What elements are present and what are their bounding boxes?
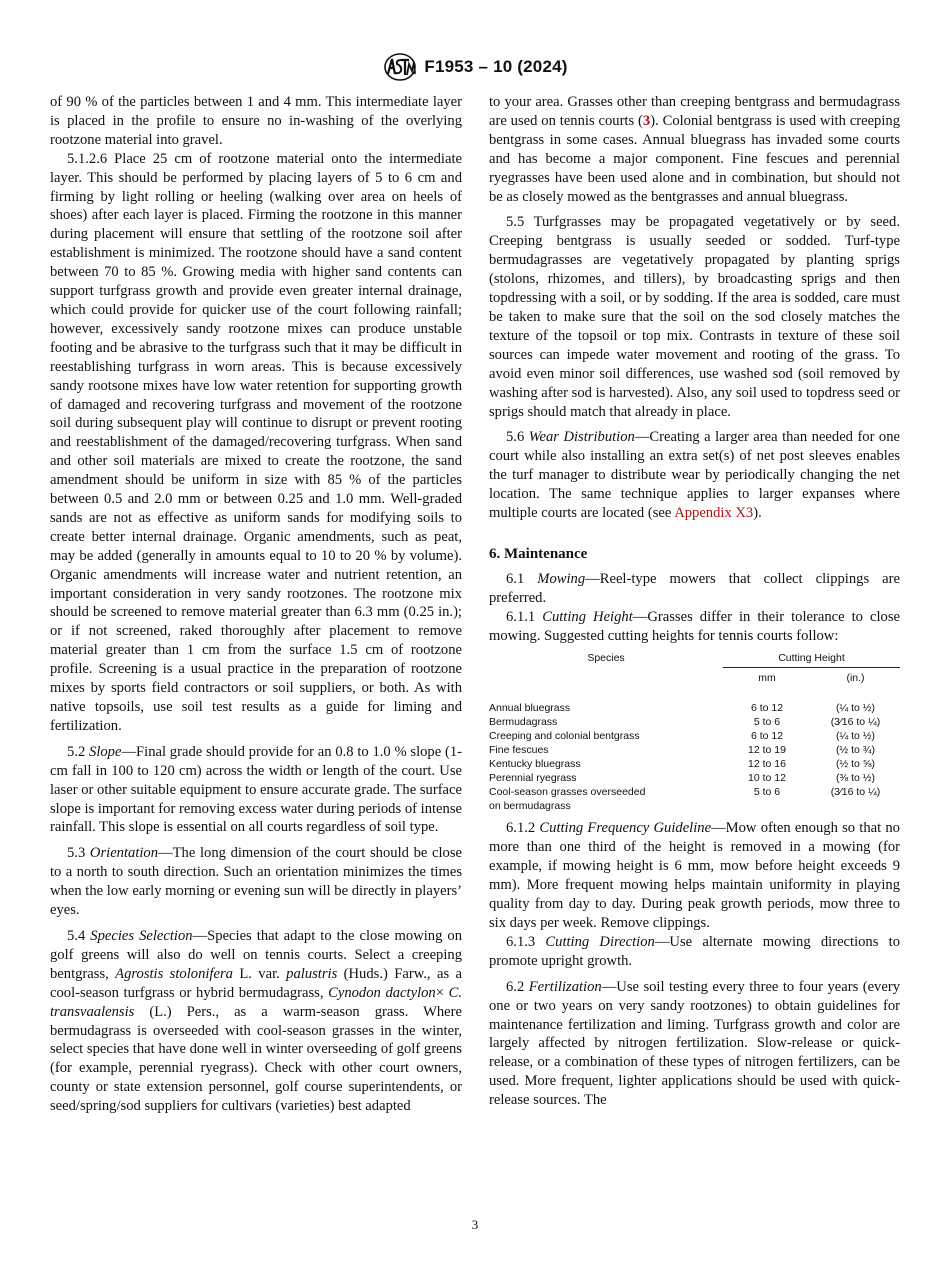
in-cell: (3⁄16 to ¼) (830, 786, 881, 799)
section-number: 6.1.2 (506, 820, 536, 837)
species-cell: Bermudagrass (489, 716, 558, 729)
cutting-height-table (489, 651, 900, 813)
mm-cell: 12 to 16 (748, 758, 786, 771)
table-row (489, 715, 900, 729)
paragraph-species-continued (489, 93, 900, 206)
section-title: Orientation (89, 845, 159, 862)
mm-cell: 5 to 6 (753, 786, 781, 799)
table-header-row (489, 651, 900, 668)
section-title: Species Selection (90, 927, 193, 944)
column-header-cutting-height: Cutting Height (723, 651, 900, 668)
right-column (489, 93, 900, 1110)
species-name: Agrostis stolonifera (115, 965, 233, 982)
species-name: palustris (286, 965, 338, 982)
species-cell: Cool-season grasses overseeded (489, 786, 646, 799)
appendix-x3-link[interactable]: Appendix X3 (674, 505, 754, 522)
mm-cell: 6 to 12 (750, 730, 784, 743)
table-row (489, 729, 900, 743)
section-title: Wear Distribution (528, 429, 635, 446)
species-cell: Creeping and colonial bentgrass (489, 730, 640, 743)
section-5-5-propagation: 5.5 Turfgrasses may be propagated vegetatively or by seed. Creeping bentgrass is usually seeded or sodded. Turf-type bermudagrasses are vegetatively propagated by planting sprigs (stolons, rhizomes, and tillers), by broadcasting sprigs and then topdressing with a soil, or by sodding. If the area is sodded, care must be taken to make sure that the soil on the sod closely matches the texture of the topsoil or top mix. Contrasts in texture of these soil sources can impede water movement and rooting of the grass. To avoid even minor soil differences, use washed sod (soil removed by washing after sod is harvested). Also, any soil used to topdress seed or sprigs should match that already in place. (489, 214, 900, 420)
section-6-2-fertilization (489, 978, 900, 1110)
section-text: —Reel-type mowers that collect clippings are preferred. (489, 570, 900, 606)
species-cell: on bermudagrass (489, 800, 571, 813)
section-6-1-3-cutting-direction (489, 933, 900, 971)
mm-cell (723, 799, 811, 813)
section-number: 5.2 (67, 743, 86, 760)
section-text: —Mow often enough so that no more than one third of the height is removed in a mowing (for example, if mowing height is 6 mm, mow before height exceeds 9 mm). More frequent mowing helps maintain uniformity in playing quality from day to day. During peak growth periods, mow three to six days per week. Remove clippings. (489, 820, 900, 931)
left-column (50, 93, 462, 1116)
section-title: Cutting Direction (545, 933, 655, 950)
section-text: (L.) Pers., as a warm-season grass. Where bermudagrass is overseeded with cool-season grasses in the winter, select species that have done well in winter overseeding of golf greens (for example, perennial ryegrass). Check with other court owners, county or state extension personnel, golf course superintendents, or seed/spring/sod suppliers for cultivars (varieties) best adapted (50, 1003, 462, 1115)
section-6-1-1-cutting-height (489, 608, 900, 646)
section-text: —Grasses differ in their tolerance to close mowing. Suggested cutting heights for tennis courts follow: (489, 608, 900, 644)
section-5-6-wear-distribution (489, 428, 900, 523)
species-cell: Fine fescues (489, 744, 549, 757)
table-row (489, 771, 900, 785)
paragraph-intermediate-layer: of 90 % of the particles between 1 and 4 mm. This intermediate layer is placed in the profile to ensure no in-washing of the overlying rootzone material into gravel. (50, 94, 462, 148)
section-number: 6.1 (506, 570, 525, 587)
section-text: × (435, 984, 449, 1001)
section-title: Fertilization (528, 978, 602, 995)
section-6-1-mowing (489, 570, 900, 608)
section-text: —Species that adapt to the close mowing on golf greens will also do well on tennis courts. Select a creeping bentgrass, (50, 927, 462, 982)
section-text: —The long dimension of the court should be close to a north to south direction. Such an orientation minimizes the times when the low early morning or evening sun will be directly in players’ eyes. (50, 845, 463, 919)
in-cell: (½ to ⅝) (835, 758, 876, 771)
reference-link-3[interactable]: 3 (642, 112, 651, 129)
paragraph-5-1-2-6: 5.1.2.6 Place 25 cm of rootzone material onto the intermediate layer. This should be performed by placing layers of 5 to 6 cm and firming by light rolling or heeling (walking over area on heels of shoes) after each layer is placed. Firming the rootzone in this manner during placement will ensure that settling of the rootzone soil after establishment is minimized. The rootzone should have a sand content between 70 to 85 %. Growing media with higher sand contents can support turfgrass growth and provide even greater internal drainage, which could provide for quicker use of the court following rainfall; however, excessively sandy rootzone mixes can produce unstable footing and be abrasive to the turfgrass such that it may be difficult in reestablishing turfgrass in worn areas. This is because excessively sandy rootsone mixes have low water retention for supporting growth of damaged and recovering turfgrass and movement of the rootzone soil during subsequent play will continue to disrupt or prevent rooting and reestablishment of the damaged/recovering turfgrass. When sand and other soil materials are mixed to create the rootzone, the sand amendment should be uniform in size with 85 % of the particles between 0.5 and 2.0 mm or between 0.25 and 1.0 mm. Well-graded sands are not as effective as uniform sands for modifying soils to create better internal drainage. Organic amendments, such as peat, may be added (generally in amounts equal to 10 to 20 % by volume). Organic amendments will increase water and nutrient retention, an important consideration in very sandy rootzones. The rootzone mix should be screened to remove material greater than 6.3 mm (0.25 in.); or if not screened, raked thoroughly after placement to remove material greater than 1 cm from the surface 1.5 cm of rootzone profile. Screening is a usual practice in the preparation of rootzone mixes by sports field contractors or soil suppliers, or both. As with native topsoils, use soil test results as a guide for liming and fertilization. (50, 150, 462, 734)
section-text: —Final grade should provide for an 0.8 to 1.0 % slope (1-cm fall in 100 to 120 cm) across the width or length of the court. Use laser or other suitable equipment to ensure accurate grade. The surface slope is important for removing excess water during periods of intense rainfall. This slope is essential on all courts regardless of soil type. (50, 743, 462, 836)
mm-cell: 10 to 12 (748, 772, 786, 785)
mm-cell: 5 to 6 (753, 716, 781, 729)
table-row (489, 785, 900, 799)
in-cell: (¼ to ½) (835, 730, 876, 743)
section-number: 5.3 (67, 845, 86, 862)
section-title: Slope (89, 743, 122, 760)
species-name: C. transvaalensis (50, 984, 462, 1020)
mm-cell: 6 to 12 (750, 702, 784, 715)
page-number: 3 (471, 1217, 479, 1232)
table-row (489, 799, 900, 813)
section-number: 5.6 (506, 429, 525, 446)
in-cell: (3⁄16 to ¼) (830, 716, 881, 729)
species-cell: Annual bluegrass (489, 702, 571, 715)
species-name: Cynodon dactylon (328, 984, 436, 1001)
in-cell: (⅜ to ½) (835, 772, 876, 785)
section-number: 6.1.1 (506, 608, 536, 625)
column-header-species: Species (587, 652, 625, 665)
astm-logo-icon (382, 52, 418, 82)
page-header (0, 52, 950, 86)
section-6-heading: 6. Maintenance (489, 545, 588, 562)
in-cell: (¼ to ½) (835, 702, 876, 715)
section-text: —Use soil testing every three to four years (every one or two years on very sandy rootzones) to obtain guidelines for maintenance fertilization and liming. Turfgrass growth and color are largely affected by nitrogen fertilization. Slow-release or quick-release, or a combination of these types of nitrogen fertilizers, can be used. More frequent, lighter applications should be used with quick-release sources. The (489, 978, 900, 1109)
column-header-mm: mm (758, 672, 776, 685)
section-number: 6.1.3 (506, 933, 536, 950)
section-text: —Use alternate mowing directions to promote upright growth. (489, 933, 900, 969)
section-number: 5.4 (67, 927, 86, 944)
document-id: F1953 – 10 (2024) (424, 57, 568, 76)
paragraph-text: to your area. Grasses other than creeping bentgrass and bermudagrass are used on tennis courts ( (489, 94, 900, 129)
section-number: 6.2 (506, 978, 525, 995)
paragraph-text: ). Colonial bentgrass is used with creeping bentgrass in some cases. Annual bluegrass has invaded some courts and has become a major component. Fine fescues and perennial ryegrasses have been used alone and in combination, but should not be as closely mowed as the bentgrasses and annual bluegrass. (489, 112, 900, 205)
section-text: —Creating a larger area than needed for one court while also installing an extra set(s) of net post sleeves enables the turf manager to distribute wear by periodically changing the net location. The same technique applies to larger expanses where multiple courts are located (see (489, 429, 901, 522)
section-6-1-2-cutting-frequency (489, 819, 900, 932)
table-row (489, 743, 900, 757)
in-cell: (½ to ¾) (835, 744, 876, 757)
section-title: Cutting Frequency Guideline (539, 820, 712, 837)
section-5-2-slope (50, 743, 462, 838)
section-text: ). (753, 505, 762, 522)
section-text: L. var. (232, 965, 287, 982)
section-5-3-orientation (50, 844, 462, 920)
species-cell: Kentucky bluegrass (489, 758, 581, 771)
section-title: Mowing (537, 570, 586, 587)
column-header-in: (in.) (846, 672, 865, 685)
table-row (489, 757, 900, 771)
section-5-4-species-selection (50, 927, 462, 1116)
mm-cell: 12 to 19 (748, 744, 786, 757)
species-cell: Perennial ryegrass (489, 772, 577, 785)
section-title: Cutting Height (542, 608, 633, 625)
section-text: (Huds.) Farw., as a cool-season turfgrass or hybrid bermudagrass, (50, 965, 463, 1001)
in-cell (811, 799, 900, 813)
table-row (489, 701, 900, 715)
